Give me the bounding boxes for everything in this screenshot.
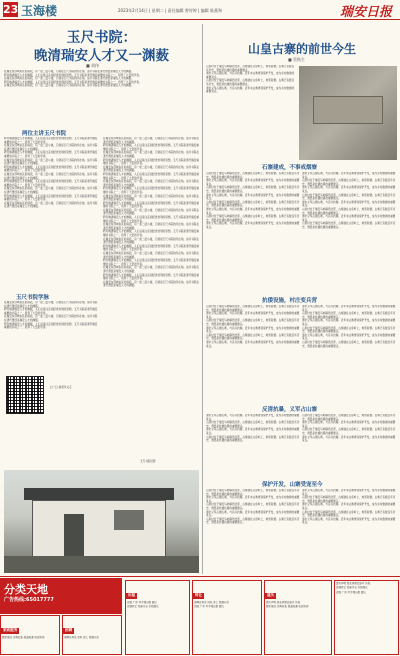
right-col-e: 清末义军占据山寨，与官兵抗衡。近年来古寨得到保护开发，成为乡村旅游的重要景点。 山皇村位于瑞安马屿镇西北部，古寨建在山皇岭上，地势险要。古寨已有数百年历史，曾经是抗倭抗暴的重要据点。 清末义军占据山寨，与官兵抗衡。近年来古寨得到保护开发，成为乡村旅游的重要景点。 山皇村位于瑞安马屿镇西北部，古寨建在山皇岭上，地势险要。古寨已有数百年历史，曾经是抗倭抗暴的重要据点。	[206, 414, 300, 443]
right-headline: 山皇古寨的前世今生	[247, 42, 356, 56]
photo-caption: 玉尺书院旧影	[140, 460, 156, 463]
issue-meta: 2023年2月14日 | 星期二 | 责任编辑 曾妤婷 | 编辑 陈燕和	[118, 8, 223, 13]
left-subhead-1: 两位主讲玉尺书院	[22, 131, 67, 137]
right-intro: 山皇村位于瑞安马屿镇西北部，古寨建在山皇岭上，地势险要。古寨已有数百年历史，曾经是抗倭抗暴的重要据点。 清末义军占据山寨，与官兵抗衡。近年来古寨得到保护开发，成为乡村旅游的重要景点。 山皇村位于瑞安马屿镇西北部，古寨建在山皇岭上，地势险要。古寨已有数百年历史，曾经是抗倭抗暴的重要据点。 清末义军占据山寨，与官兵抗衡。近年来古寨得到保护开发，成为乡村旅游的重要景点。	[206, 65, 295, 94]
stone-tablet-photo	[299, 66, 397, 160]
section-name: 玉海楼	[21, 4, 58, 18]
qr-code[interactable]	[6, 376, 44, 414]
photo-door	[64, 514, 84, 560]
ad-box-5: 遗失 遗失声明 营业执照正副本 作废 搬家保洁 空调安装 管道疏通 电话咨询	[264, 580, 332, 655]
ad-box-2: 招聘 诚聘业务员 司机 普工 待遇从优	[62, 615, 122, 655]
photo-ground	[4, 556, 199, 573]
page-number: 23	[3, 3, 19, 16]
right-col-h: 清末义军占据山寨，与官兵抗衡。近年来古寨得到保护开发，成为乡村旅游的重要景点。 山皇村位于瑞安马屿镇西北部，古寨建在山皇岭上，地势险要。古寨已有数百年历史，曾经是抗倭抗暴的重要据点。 清末义军占据山寨，与官兵抗衡。近年来古寨得到保护开发，成为乡村旅游的重要景点。 山皇村位于瑞安马屿镇西北部，古寨建在山皇岭上，地势险要。古寨已有数百年历史，曾经是抗倭抗暴的重要据点。 清末义军占据山寨，与官兵抗衡。近年来古寨得到保护开发，成为乡村旅游的重要景点。	[302, 489, 396, 525]
masthead	[0, 0, 400, 20]
left-col-c: 在瑞安东部城东区的南段，有一座二层小楼，它就是玉尺书院的所在地。这所书院在清代曾经是瑞安人才的渊薮。 研究晚清瑞安人才的渊薮，人们总是注意到经世致用的思想。玉尺书院是清代瑞安重要的书院之一，培养了大量的学者。 在瑞安东部城东区的南段，有一座二层小楼，它就是玉尺书院的所在地。这所书院在清代曾经是瑞安人才的渊薮。 研究晚清瑞安人才的渊薮，人们总是注意到经世致用的思想。玉尺书院是清代瑞安重要的书院之一，培养了大量的学者。	[4, 301, 98, 330]
left-headline-line2: 晚清瑞安人才又一渊薮	[34, 48, 169, 64]
right-subhead-3: 反清抗暴，义军占山寨	[262, 407, 318, 413]
right-col-b: 清末义军占据山寨，与官兵抗衡。近年来古寨得到保护开发，成为乡村旅游的重要景点。 山皇村位于瑞安马屿镇西北部，古寨建在山皇岭上，地势险要。古寨已有数百年历史，曾经是抗倭抗暴的重要据点。 清末义军占据山寨，与官兵抗衡。近年来古寨得到保护开发，成为乡村旅游的重要景点。 山皇村位于瑞安马屿镇西北部，古寨建在山皇岭上，地势险要。古寨已有数百年历史，曾经是抗倭抗暴的重要据点。 清末义军占据山寨，与官兵抗衡。近年来古寨得到保护开发，成为乡村旅游的重要景点。 山皇村位于瑞安马屿镇西北部，古寨建在山皇岭上，地势险要。古寨已有数百年历史，曾经是抗倭抗暴的重要据点。 清末义军占据山寨，与官兵抗衡。近年来古寨得到保护开发，成为乡村旅游的重要景点。 山皇村位于瑞安马屿镇西北部，古寨建在山皇岭上，地势险要。古寨已有数百年历史，曾经是抗倭抗暴的重要据点。	[302, 172, 396, 229]
right-subhead-2: 抗倭设施，村庄变兵营	[262, 298, 318, 304]
academy-photo	[4, 470, 199, 573]
photo-roof	[24, 488, 174, 500]
ad-box-1: 家政服务 搬家保洁 空调安装 管道疏通 电话咨询	[0, 615, 60, 655]
qr-caption: 扫一扫 看更多文章	[50, 386, 72, 389]
left-col-a: 研究晚清瑞安人才的渊薮，人们总是注意到经世致用的思想。玉尺书院是清代瑞安重要的书院之一，培养了大量的学者。 在瑞安东部城东区的南段，有一座二层小楼，它就是玉尺书院的所在地。这所书院在清代曾经是瑞安人才的渊薮。 研究晚清瑞安人才的渊薮，人们总是注意到经世致用的思想。玉尺书院是清代瑞安重要的书院之一，培养了大量的学者。 在瑞安东部城东区的南段，有一座二层小楼，它就是玉尺书院的所在地。这所书院在清代曾经是瑞安人才的渊薮。 研究晚清瑞安人才的渊薮，人们总是注意到经世致用的思想。玉尺书院是清代瑞安重要的书院之一，培养了大量的学者。 在瑞安东部城东区的南段，有一座二层小楼，它就是玉尺书院的所在地。这所书院在清代曾经是瑞安人才的渊薮。 研究晚清瑞安人才的渊薮，人们总是注意到经世致用的思想。玉尺书院是清代瑞安重要的书院之一，培养了大量的学者。 在瑞安东部城东区的南段，有一座二层小楼，它就是玉尺书院的所在地。这所书院在清代曾经是瑞安人才的渊薮。 研究晚清瑞安人才的渊薮，人们总是注意到经世致用的思想。玉尺书院是清代瑞安重要的书院之一，培养了大量的学者。 在瑞安东部城东区的南段，有一座二层小楼，它就是玉尺书院的所在地。这所书院在清代曾经是瑞安人才的渊薮。	[4, 137, 98, 209]
left-intro: 在瑞安东部城东区的南段，有一座二层小楼，它就是玉尺书院的所在地。这所书院在清代曾经是瑞安人才的渊薮。 研究晚清瑞安人才的渊薮，人们总是注意到经世致用的思想。玉尺书院是清代瑞安重要的书院之一，培养了大量的学者。 在瑞安东部城东区的南段，有一座二层小楼，它就是玉尺书院的所在地。这所书院在清代曾经是瑞安人才的渊薮。 研究晚清瑞安人才的渊薮，人们总是注意到经世致用的思想。玉尺书院是清代瑞安重要的书院之一，培养了大量的学者。 在瑞安东部城东区的南段，有一座二层小楼，它就是玉尺书院的所在地。这所书院在清代曾经是瑞安人才的渊薮。	[4, 70, 142, 88]
left-headline-line1: 玉尺书院：	[66, 30, 137, 46]
right-subhead-1: 石寨建成，不事戒烟寮	[262, 165, 318, 171]
ad-box-6: 遗失声明 营业执照正副本 作废 店铺转让 设备齐全 价格面议 店面 厂房 写字楼出租 面议	[334, 580, 399, 655]
classifieds-rule	[0, 576, 400, 577]
classifieds-banner	[0, 578, 122, 614]
right-col-d: 清末义军占据山寨，与官兵抗衡。近年来古寨得到保护开发，成为乡村旅游的重要景点。 山皇村位于瑞安马屿镇西北部，古寨建在山皇岭上，地势险要。古寨已有数百年历史，曾经是抗倭抗暴的重要据点。 清末义军占据山寨，与官兵抗衡。近年来古寨得到保护开发，成为乡村旅游的重要景点。 山皇村位于瑞安马屿镇西北部，古寨建在山皇岭上，地势险要。古寨已有数百年历史，曾经是抗倭抗暴的重要据点。 清末义军占据山寨，与官兵抗衡。近年来古寨得到保护开发，成为乡村旅游的重要景点。 山皇村位于瑞安马屿镇西北部，古寨建在山皇岭上，地势险要。古寨已有数百年历史，曾经是抗倭抗暴的重要据点。	[302, 305, 396, 348]
newspaper-logo: 瑞安日报	[339, 5, 392, 20]
right-col-a: 山皇村位于瑞安马屿镇西北部，古寨建在山皇岭上，地势险要。古寨已有数百年历史，曾经是抗倭抗暴的重要据点。 清末义军占据山寨，与官兵抗衡。近年来古寨得到保护开发，成为乡村旅游的重要景点。 山皇村位于瑞安马屿镇西北部，古寨建在山皇岭上，地势险要。古寨已有数百年历史，曾经是抗倭抗暴的重要据点。 清末义军占据山寨，与官兵抗衡。近年来古寨得到保护开发，成为乡村旅游的重要景点。 山皇村位于瑞安马屿镇西北部，古寨建在山皇岭上，地势险要。古寨已有数百年历史，曾经是抗倭抗暴的重要据点。 清末义军占据山寨，与官兵抗衡。近年来古寨得到保护开发，成为乡村旅游的重要景点。 山皇村位于瑞安马屿镇西北部，古寨建在山皇岭上，地势险要。古寨已有数百年历史，曾经是抗倭抗暴的重要据点。 清末义军占据山寨，与官兵抗衡。近年来古寨得到保护开发，成为乡村旅游的重要景点。	[206, 172, 300, 229]
left-subhead-2: 玉尺书院学脉	[16, 295, 50, 301]
photo-window	[114, 510, 144, 530]
ad-box-3: 出租 店面 厂房 写字楼出租 面议 店铺转让 设备齐全 价格面议	[125, 580, 190, 655]
classifieds-phone: 广告热线:65017777	[4, 597, 54, 603]
ad-box-4: 转让 诚聘业务员 司机 普工 待遇从优 店面 厂房 写字楼出租 面议	[192, 580, 262, 655]
right-col-g: 山皇村位于瑞安马屿镇西北部，古寨建在山皇岭上，地势险要。古寨已有数百年历史，曾经是抗倭抗暴的重要据点。 清末义军占据山寨，与官兵抗衡。近年来古寨得到保护开发，成为乡村旅游的重要景点。 山皇村位于瑞安马屿镇西北部，古寨建在山皇岭上，地势险要。古寨已有数百年历史，曾经是抗倭抗暴的重要据点。 清末义军占据山寨，与官兵抗衡。近年来古寨得到保护开发，成为乡村旅游的重要景点。 山皇村位于瑞安马屿镇西北部，古寨建在山皇岭上，地势险要。古寨已有数百年历史，曾经是抗倭抗暴的重要据点。	[206, 489, 300, 525]
column-divider	[202, 24, 203, 574]
left-byline: ■ 胡伟	[86, 63, 100, 68]
photo-house	[32, 500, 166, 560]
left-col-b: 在瑞安东部城东区的南段，有一座二层小楼，它就是玉尺书院的所在地。这所书院在清代曾经是瑞安人才的渊薮。 研究晚清瑞安人才的渊薮，人们总是注意到经世致用的思想。玉尺书院是清代瑞安重要的书院之一，培养了大量的学者。 在瑞安东部城东区的南段，有一座二层小楼，它就是玉尺书院的所在地。这所书院在清代曾经是瑞安人才的渊薮。 研究晚清瑞安人才的渊薮，人们总是注意到经世致用的思想。玉尺书院是清代瑞安重要的书院之一，培养了大量的学者。 在瑞安东部城东区的南段，有一座二层小楼，它就是玉尺书院的所在地。这所书院在清代曾经是瑞安人才的渊薮。 研究晚清瑞安人才的渊薮，人们总是注意到经世致用的思想。玉尺书院是清代瑞安重要的书院之一，培养了大量的学者。 在瑞安东部城东区的南段，有一座二层小楼，它就是玉尺书院的所在地。这所书院在清代曾经是瑞安人才的渊薮。 研究晚清瑞安人才的渊薮，人们总是注意到经世致用的思想。玉尺书院是清代瑞安重要的书院之一，培养了大量的学者。 在瑞安东部城东区的南段，有一座二层小楼，它就是玉尺书院的所在地。这所书院在清代曾经是瑞安人才的渊薮。 研究晚清瑞安人才的渊薮，人们总是注意到经世致用的思想。玉尺书院是清代瑞安重要的书院之一，培养了大量的学者。 在瑞安东部城东区的南段，有一座二层小楼，它就是玉尺书院的所在地。这所书院在清代曾经是瑞安人才的渊薮。 研究晚清瑞安人才的渊薮，人们总是注意到经世致用的思想。玉尺书院是清代瑞安重要的书院之一，培养了大量的学者。 在瑞安东部城东区的南段，有一座二层小楼，它就是玉尺书院的所在地。这所书院在清代曾经是瑞安人才的渊薮。 研究晚清瑞安人才的渊薮，人们总是注意到经世致用的思想。玉尺书院是清代瑞安重要的书院之一，培养了大量的学者。 在瑞安东部城东区的南段，有一座二层小楼，它就是玉尺书院的所在地。这所书院在清代曾经是瑞安人才的渊薮。 研究晚清瑞安人才的渊薮，人们总是注意到经世致用的思想。玉尺书院是清代瑞安重要的书院之一，培养了大量的学者。 在瑞安东部城东区的南段，有一座二层小楼，它就是玉尺书院的所在地。这所书院在清代曾经是瑞安人才的渊薮。 研究晚清瑞安人才的渊薮，人们总是注意到经世致用的思想。玉尺书院是清代瑞安重要的书院之一，培养了大量的学者。 在瑞安东部城东区的南段，有一座二层小楼，它就是玉尺书院的所在地。这所书院在清代曾经是瑞安人才的渊薮。 研究晚清瑞安人才的渊薮，人们总是注意到经世致用的思想。玉尺书院是清代瑞安重要的书院之一，培养了大量的学者。 在瑞安东部城东区的南段，有一座二层小楼，它就是玉尺书院的所在地。这所书院在清代曾经是瑞安人才的渊薮。	[103, 137, 199, 288]
right-subhead-4: 保护开发，山寨受宠至今	[262, 482, 323, 488]
classifieds-title: 分类天地	[4, 583, 48, 596]
right-col-f: 山皇村位于瑞安马屿镇西北部，古寨建在山皇岭上，地势险要。古寨已有数百年历史，曾经是抗倭抗暴的重要据点。 清末义军占据山寨，与官兵抗衡。近年来古寨得到保护开发，成为乡村旅游的重要景点。 山皇村位于瑞安马屿镇西北部，古寨建在山皇岭上，地势险要。古寨已有数百年历史，曾经是抗倭抗暴的重要据点。 清末义军占据山寨，与官兵抗衡。近年来古寨得到保护开发，成为乡村旅游的重要景点。	[302, 414, 396, 443]
tablet-face	[313, 96, 383, 124]
right-byline: ■ 蔡秋生	[288, 57, 306, 62]
right-col-c: 山皇村位于瑞安马屿镇西北部，古寨建在山皇岭上，地势险要。古寨已有数百年历史，曾经是抗倭抗暴的重要据点。 清末义军占据山寨，与官兵抗衡。近年来古寨得到保护开发，成为乡村旅游的重要景点。 山皇村位于瑞安马屿镇西北部，古寨建在山皇岭上，地势险要。古寨已有数百年历史，曾经是抗倭抗暴的重要据点。 清末义军占据山寨，与官兵抗衡。近年来古寨得到保护开发，成为乡村旅游的重要景点。 山皇村位于瑞安马屿镇西北部，古寨建在山皇岭上，地势险要。古寨已有数百年历史，曾经是抗倭抗暴的重要据点。 清末义军占据山寨，与官兵抗衡。近年来古寨得到保护开发，成为乡村旅游的重要景点。	[206, 305, 300, 348]
